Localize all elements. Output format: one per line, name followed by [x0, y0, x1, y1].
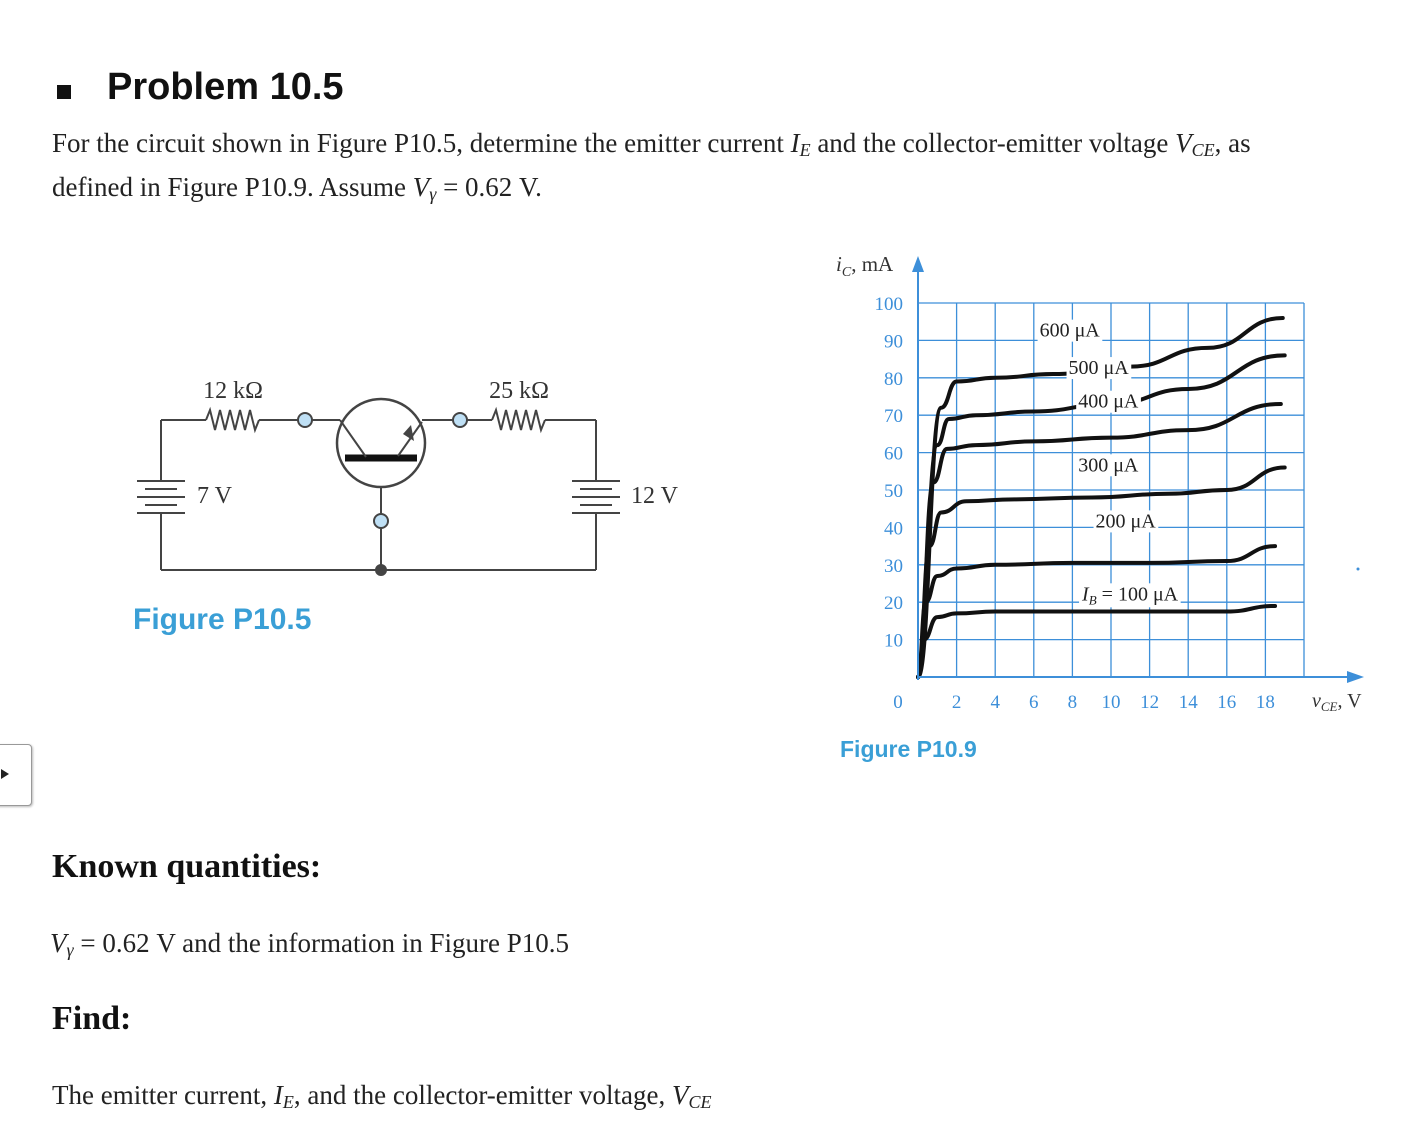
curve-label: 500 μA — [1068, 357, 1129, 380]
emitter-arrow-icon — [403, 425, 414, 441]
characteristic-curve — [918, 468, 1285, 677]
find-heading: Find: — [52, 1000, 132, 1037]
y-tick-label: 30 — [884, 555, 903, 577]
curve-label: 400 μA — [1078, 390, 1139, 413]
figure-p10-5-caption: Figure P10.5 — [133, 603, 312, 636]
problem-title: Problem 10.5 — [107, 66, 344, 108]
y-tick-label: 10 — [884, 630, 903, 652]
x-tick-label: 4 — [990, 692, 1000, 713]
resistor-12k — [206, 410, 259, 430]
x-axis-arrow-icon — [1347, 671, 1364, 683]
y-axis-arrow-icon — [912, 256, 924, 272]
y-tick-label: 40 — [884, 518, 903, 540]
x-tick-label: 8 — [1067, 692, 1078, 713]
curve-label: 600 μA — [1039, 319, 1100, 342]
y-tick-label: 50 — [884, 481, 903, 502]
problem-statement-line-1: For the circuit shown in Figure P10.5, determine the emitter current $I_E$ and the collector-emitter voltage $V_{CE}$, as — [52, 128, 1251, 160]
known-quantities-text: $V_\gamma = 0.62$ V and the information in Figure P10.5 — [50, 928, 570, 960]
x-tick-label: 10 — [1101, 692, 1121, 713]
resistor-12k-label: 12 kΩ — [203, 378, 263, 404]
x-tick-label: 16 — [1217, 692, 1237, 713]
y-tick-label: 60 — [884, 443, 903, 465]
chart-y-ticks — [875, 294, 904, 652]
y-tick-label: 20 — [884, 593, 903, 615]
resistor-25k-label: 25 kΩ — [489, 378, 549, 404]
base-terminal — [298, 413, 312, 427]
curve-label: $I_B = 100$ μA — [1082, 583, 1179, 608]
x-axis-label: $v_{CE}$, V — [1312, 690, 1362, 714]
curve-label: 200 μA — [1095, 510, 1156, 533]
emitter-terminal — [453, 413, 467, 427]
y-tick-label: 80 — [884, 368, 903, 390]
y-axis-label: $i_C$, mA — [836, 252, 894, 280]
source-12v-label: 12 V — [631, 483, 678, 509]
y-tick-label: 90 — [884, 331, 903, 353]
x-tick-label: 12 — [1140, 692, 1160, 713]
junction-dot — [376, 565, 386, 575]
y-tick-label: 70 — [884, 406, 903, 428]
chart-x-ticks — [893, 692, 1275, 713]
find-text: The emitter current, $I_E$, and the collector-emitter voltage, $V_{CE}$ — [52, 1080, 712, 1112]
y-tick-label: 100 — [874, 294, 903, 315]
source-7v-label: 7 V — [197, 483, 232, 509]
x-tick-label: 14 — [1178, 692, 1198, 713]
x-tick-label: 2 — [951, 692, 962, 713]
stray-dot — [1357, 568, 1360, 571]
transistor-collector — [340, 420, 366, 457]
problem-statement-line-2: defined in Figure P10.9. Assume $V_\gamma = 0.62$ V. — [52, 172, 542, 204]
figure-p10-9-caption: Figure P10.9 — [840, 736, 977, 762]
characteristic-curve — [918, 606, 1275, 677]
curve-label: 300 μA — [1078, 454, 1139, 477]
transistor-body — [337, 399, 425, 487]
known-quantities-heading: Known quantities: — [52, 848, 322, 885]
x-tick-label: 18 — [1255, 692, 1275, 713]
collector-terminal — [374, 514, 388, 528]
side-panel-toggle[interactable] — [0, 744, 32, 806]
resistor-25k — [492, 410, 545, 430]
x-tick-label: 6 — [1029, 692, 1039, 713]
x-tick-label: 0 — [893, 692, 903, 713]
